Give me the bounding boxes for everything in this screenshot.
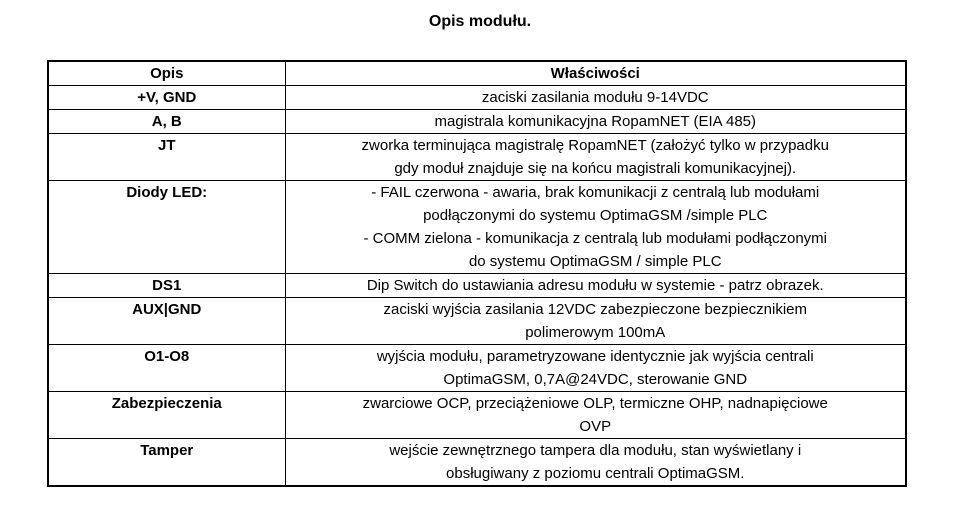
description-line: Dip Switch do ustawiania adresu modułu w systemie - patrz obrazek. [366,277,824,294]
description-line: wejście zewnętrznego tampera dla modułu, stan wyświetlany i [389,442,802,459]
table-row [48,181,906,274]
description-line: - FAIL czerwona - awaria, brak komunikacji z centralą lub modułami [371,184,820,201]
table-row [48,392,906,439]
row-description [285,345,906,392]
table-row [48,110,906,134]
table-row [48,134,906,181]
description-line: zaciski wyjścia zasilania 12VDC zabezpieczone bezpiecznikiem [383,301,808,318]
description-line: obsługiwany z poziomu centrali OptimaGSM. [446,465,745,482]
table-row [48,439,906,487]
header-wlasciwosci: Właściwości [285,61,906,86]
module-description-table [47,60,907,487]
row-description [285,439,906,487]
table-row [48,86,906,110]
row-name: Diody LED: [48,181,285,274]
row-name: A, B [48,110,285,134]
description-line: wyjścia modułu, parametryzowane identycznie jak wyjścia centrali [376,348,814,365]
description-line: gdy moduł znajduje się na końcu magistrali komunikacyjnej). [394,160,797,177]
description-line: - COMM zielona - komunikacja z centralą lub modułami podłączonymi [363,230,827,247]
row-description [285,86,906,110]
description-line: polimerowym 100mA [525,324,666,341]
row-name: Tamper [48,439,285,487]
row-name: JT [48,134,285,181]
description-line: OVP [579,418,612,435]
table-row [48,345,906,392]
table-row [48,298,906,345]
description-line: OptimaGSM, 0,7A@24VDC, sterowanie GND [443,371,748,388]
row-name: DS1 [48,274,285,298]
description-line: zworka terminująca magistralę RopamNET (założyć tylko w przypadku [361,137,829,154]
description-line: podłączonymi do systemu OptimaGSM /simple PLC [423,207,768,224]
description-line: do systemu OptimaGSM / simple PLC [468,253,722,270]
description-line: magistrala komunikacyjna RopamNET (EIA 485) [434,113,757,130]
description-line: zwarciowe OCP, przeciążeniowe OLP, termiczne OHP, nadnapięciowe [362,395,828,412]
row-description [285,274,906,298]
row-name: Zabezpieczenia [48,392,285,439]
row-description [285,298,906,345]
document-title: Opis modułu. [428,13,532,30]
row-description [285,110,906,134]
row-name: AUX|GND [48,298,285,345]
row-name: O1-O8 [48,345,285,392]
row-name: +V, GND [48,86,285,110]
row-description [285,392,906,439]
row-description [285,134,906,181]
table-header-row [48,61,906,86]
table-row [48,274,906,298]
header-opis: Opis [48,61,285,86]
description-line: zaciski zasilania modułu 9-14VDC [481,89,709,106]
row-description [285,181,906,274]
